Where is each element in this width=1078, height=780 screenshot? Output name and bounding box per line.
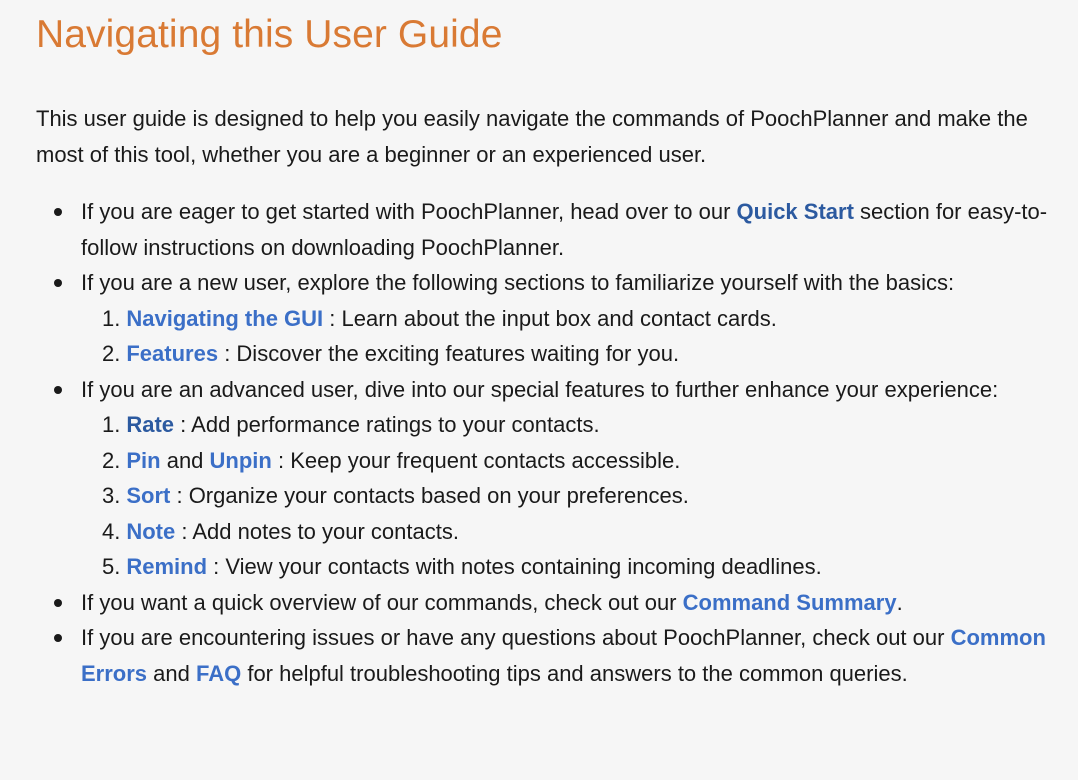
bullet-text: If you are eager to get started with PoochPlanner, head over to our bbox=[81, 199, 737, 224]
item-number: 2. bbox=[102, 341, 121, 366]
item-text: : Organize your contacts based on your preferences. bbox=[170, 483, 689, 508]
item-number: 2. bbox=[102, 447, 121, 473]
rate-link[interactable]: Rate bbox=[126, 412, 175, 437]
bullet-icon bbox=[54, 634, 62, 642]
bullet-text: If you are an advanced user, dive into our special features to further enhance your experience: bbox=[81, 376, 999, 402]
list-item-quick-start bbox=[81, 194, 1058, 265]
sublist-item bbox=[102, 301, 1058, 337]
item-text: : Discover the exciting features waiting for you. bbox=[218, 341, 680, 366]
item-number: 1. bbox=[102, 412, 121, 437]
sublist-item bbox=[102, 336, 1058, 372]
bullet-text: and bbox=[147, 660, 196, 686]
item-text: : Keep your frequent contacts accessible. bbox=[271, 447, 681, 473]
features-link[interactable]: Features bbox=[126, 341, 219, 366]
item-number: 5. bbox=[102, 554, 121, 579]
bullet-text: section for easy-to-follow instructions on downloading PoochPlanner. bbox=[81, 199, 1048, 260]
item-text: and bbox=[160, 447, 210, 473]
item-text: : Add performance ratings to your contacts. bbox=[174, 412, 600, 437]
list-item-issues bbox=[81, 620, 1058, 691]
unpin-link[interactable]: Unpin bbox=[209, 447, 272, 473]
common-errors-link[interactable]: Common Errors bbox=[81, 625, 1046, 686]
bullet-icon bbox=[54, 208, 62, 216]
sublist-item bbox=[102, 407, 1058, 443]
sort-link[interactable]: Sort bbox=[126, 483, 171, 508]
sublist-item bbox=[102, 443, 1058, 479]
remind-link[interactable]: Remind bbox=[126, 554, 208, 579]
item-number: 3. bbox=[102, 483, 121, 508]
bullet-text: If you are a new user, explore the following sections to familiarize yourself with the basics: bbox=[81, 270, 955, 295]
pin-link[interactable]: Pin bbox=[126, 447, 161, 473]
new-user-sublist bbox=[81, 301, 1058, 372]
item-number: 4. bbox=[102, 518, 121, 544]
command-summary-link[interactable]: Command Summary bbox=[682, 589, 897, 615]
item-number: 1. bbox=[102, 305, 121, 331]
bullet-icon bbox=[54, 386, 62, 394]
item-text: : Learn about the input box and contact cards. bbox=[323, 305, 777, 331]
page-title: Navigating this User Guide bbox=[36, 13, 503, 56]
intro-paragraph: This user guide is designed to help you easily navigate the commands of PoochPlanner and make the most of this tool, whether you are a beginner or an experienced user. bbox=[36, 106, 1028, 167]
sublist-item bbox=[102, 549, 1058, 585]
bullet-text: If you are encountering issues or have any questions about PoochPlanner, check out our bbox=[81, 625, 951, 650]
quick-start-link[interactable]: Quick Start bbox=[736, 199, 854, 224]
list-item-command-summary bbox=[81, 585, 1058, 621]
list-item-new-user bbox=[81, 265, 1058, 372]
item-text: : Add notes to your contacts. bbox=[175, 518, 459, 544]
bullet-text: If you want a quick overview of our commands, check out our bbox=[81, 589, 683, 615]
bullet-icon bbox=[54, 599, 62, 607]
sublist-item bbox=[102, 478, 1058, 514]
bullet-icon bbox=[54, 279, 62, 287]
advanced-user-sublist bbox=[81, 407, 1058, 585]
bullet-text: for helpful troubleshooting tips and answers to the common queries. bbox=[241, 660, 908, 686]
navigating-gui-link[interactable]: Navigating the GUI bbox=[126, 305, 324, 331]
bullet-text: . bbox=[896, 589, 903, 615]
faq-link[interactable]: FAQ bbox=[195, 660, 242, 686]
list-item-advanced-user bbox=[81, 372, 1058, 585]
item-text: : View your contacts with notes containing incoming deadlines. bbox=[207, 554, 822, 579]
sublist-item bbox=[102, 514, 1058, 550]
note-link[interactable]: Note bbox=[126, 518, 176, 544]
guide-bullet-list bbox=[36, 194, 1058, 691]
